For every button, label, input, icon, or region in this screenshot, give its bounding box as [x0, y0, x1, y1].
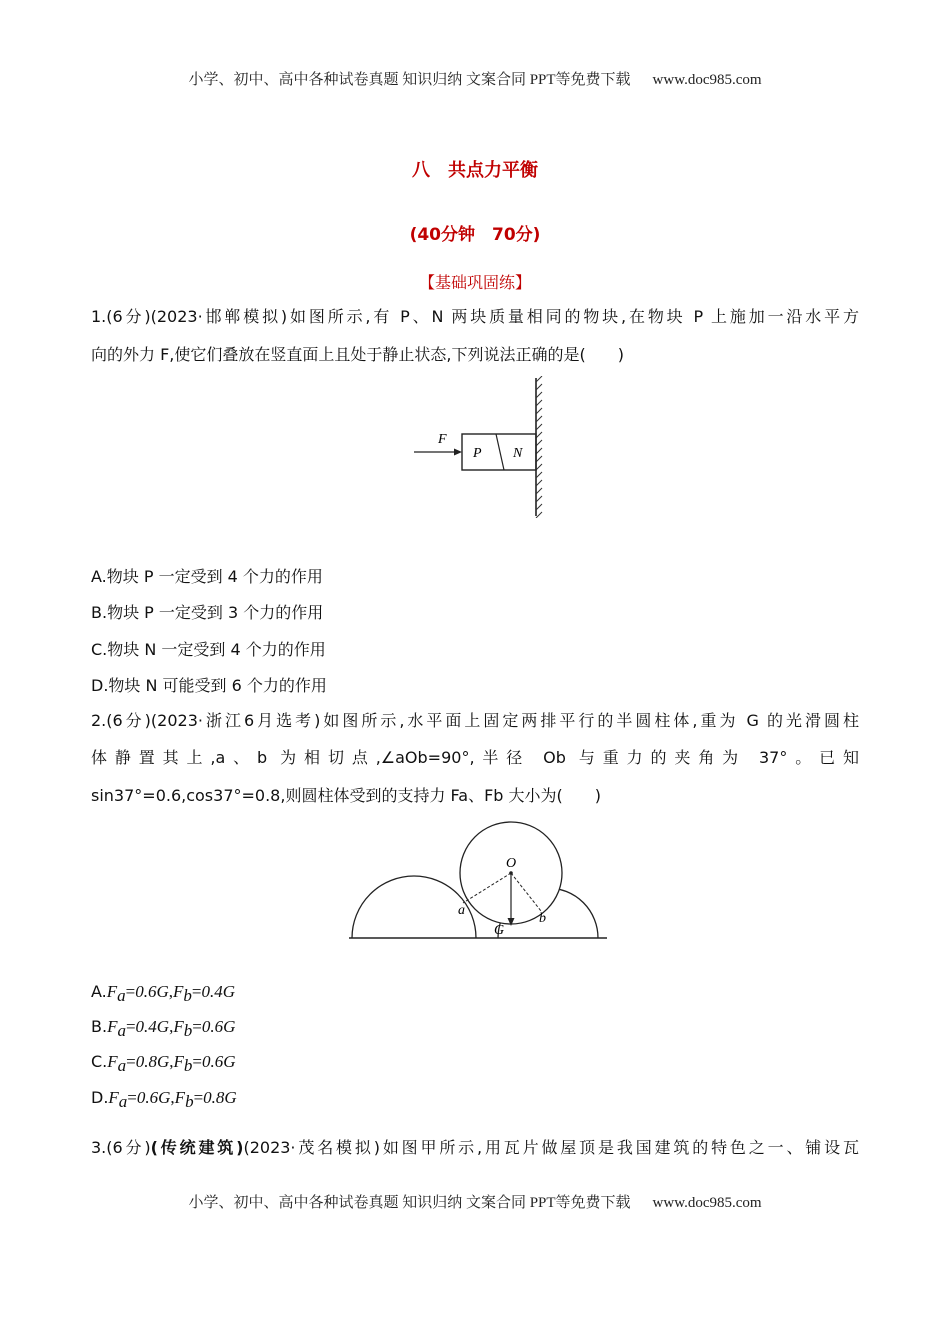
q2-option-b: $B.F_a=0.4G,F_b=0.6G$: [91, 1017, 236, 1041]
q1-option-c: C.物块 N 一定受到 4 个力的作用: [91, 640, 326, 659]
q2-stem-line3: sin37°=0.6,cos37°=0.8,则圆柱体受到的支持力 Fa、Fb 大小为( ): [91, 786, 601, 805]
footer-site: www.doc985.com: [652, 1195, 762, 1211]
label-F: F: [438, 432, 447, 447]
label-P: P: [473, 446, 482, 461]
label-a: a: [458, 903, 465, 918]
footer-text: 小学、初中、高中各种试卷真题 知识归纳 文案合同 PPT等免费下载: [188, 1195, 631, 1211]
q2-option-d: $D.F_a=0.6G,F_b=0.8G$: [91, 1088, 237, 1112]
q3-stem-line1: 3.(6分)(传统建筑)(2023·茂名模拟)如图甲所示,用瓦片做屋顶是我国建筑的特色之一、铺设瓦: [91, 1138, 859, 1157]
force-arrowhead: [454, 449, 462, 456]
q1-option-a: A.物块 P 一定受到 4 个力的作用: [91, 567, 323, 586]
label-G: G: [494, 923, 505, 938]
q1-figure: [410, 376, 550, 518]
page-footer: [0, 1191, 950, 1212]
label-N: N: [513, 446, 523, 461]
q2-stem-line2: 体静置其上,a、b 为相切点,∠aOb=90°,半径 Ob 与重力的夹角为 37°。已知: [91, 748, 859, 767]
wall-hatching: [536, 376, 542, 518]
q1-option-d: D.物块 N 可能受到 6 个力的作用: [91, 676, 327, 695]
label-O: O: [506, 856, 517, 871]
page-subtitle: (40分钟 70分): [409, 225, 541, 245]
q2-stem-line1: 2.(6分)(2023·浙江6月选考)如图所示,水平面上固定两排平行的半圆柱体,重为 G 的光滑圆柱: [91, 711, 859, 730]
header-site: www.doc985.com: [652, 72, 762, 88]
q1-option-b: B.物块 P 一定受到 3 个力的作用: [91, 603, 324, 622]
q2-figure: [345, 816, 610, 944]
q2-option-a: $A.F_a=0.6G,F_b=0.4G$: [91, 982, 236, 1006]
header-text: 小学、初中、高中各种试卷真题 知识归纳 文案合同 PPT等免费下载: [188, 72, 631, 88]
label-b: b: [539, 911, 546, 926]
q1-stem-line1: 1.(6分)(2023·邯郸模拟)如图所示,有 P、N 两块质量相同的物块,在物块 P 上施加一沿水平方: [91, 307, 859, 326]
q2-option-c: $C.F_a=0.8G,F_b=0.6G$: [91, 1052, 236, 1076]
block-interface: [496, 434, 504, 470]
page-title: 八 共点力平衡: [412, 160, 538, 181]
q1-stem-line2: 向的外力 F,使它们叠放在竖直面上且处于静止状态,下列说法正确的是( ): [91, 345, 624, 364]
page-header: [0, 68, 950, 89]
section-heading: 【基础巩固练】: [418, 273, 531, 292]
